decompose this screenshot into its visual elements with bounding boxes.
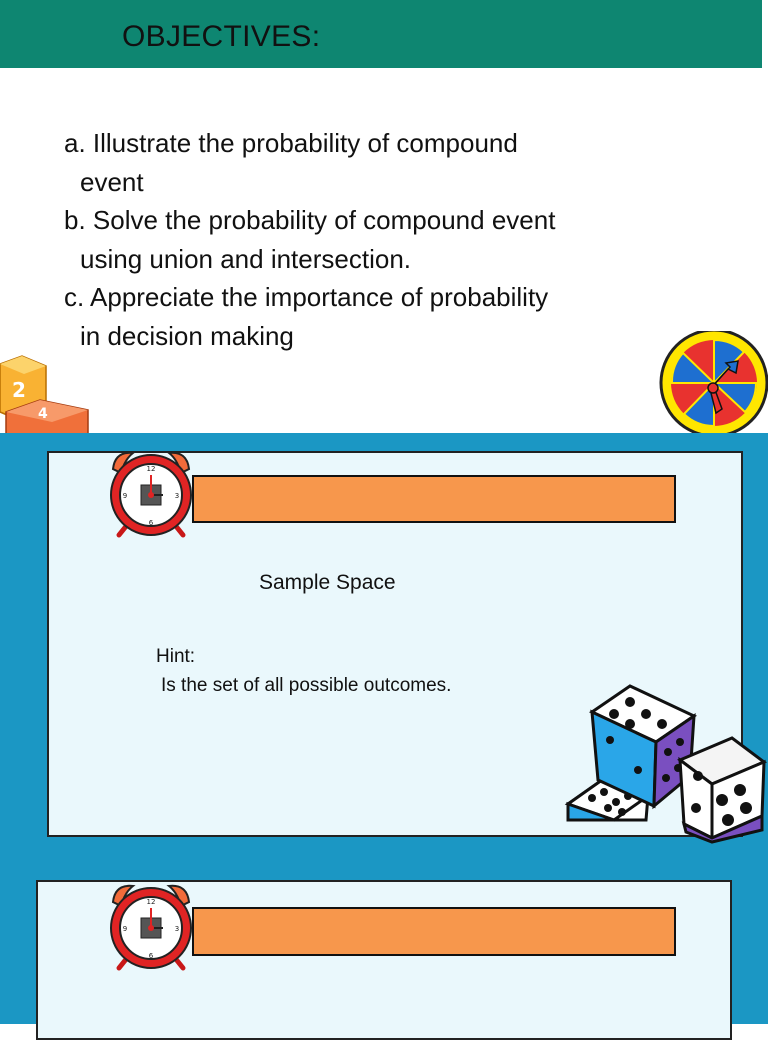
dice-icon xyxy=(562,680,768,844)
objective-item xyxy=(64,278,664,355)
objective-text: a. Illustrate the probability of compound xyxy=(64,128,518,158)
objectives-list xyxy=(64,124,664,355)
objective-text-continued: using union and intersection. xyxy=(80,243,412,274)
answer-bar[interactable] xyxy=(192,475,676,523)
hint-text: Is the set of all possible outcomes. xyxy=(161,675,452,696)
objective-item xyxy=(64,201,664,278)
svg-text:6: 6 xyxy=(148,519,154,527)
svg-text:3: 3 xyxy=(174,492,180,500)
objective-text-continued: in decision making xyxy=(80,320,294,351)
objectives-slide xyxy=(0,0,768,433)
objective-text: c. Appreciate the importance of probability xyxy=(64,282,549,312)
svg-text:12: 12 xyxy=(146,898,156,906)
alarm-clock-icon xyxy=(105,878,197,972)
page-title: OBJECTIVES: xyxy=(122,20,321,53)
header-bar xyxy=(0,0,762,68)
svg-text:3: 3 xyxy=(174,925,180,933)
svg-text:9: 9 xyxy=(122,925,128,933)
number-blocks-icon xyxy=(0,352,92,433)
objective-text: b. Solve the probability of compound event xyxy=(64,205,556,235)
svg-text:2: 2 xyxy=(12,378,26,402)
alarm-clock-icon xyxy=(105,445,197,539)
svg-text:4: 4 xyxy=(38,406,48,422)
svg-text:12: 12 xyxy=(146,465,156,473)
svg-text:9: 9 xyxy=(122,492,128,500)
hint-label: Hint: xyxy=(156,646,196,667)
spinner-wheel-icon xyxy=(658,331,768,433)
answer-bar[interactable] xyxy=(192,907,676,956)
objective-text-continued: event xyxy=(80,166,144,197)
objective-item xyxy=(64,124,664,201)
svg-text:6: 6 xyxy=(148,952,154,960)
vocabulary-term: Sample Space xyxy=(259,571,396,594)
